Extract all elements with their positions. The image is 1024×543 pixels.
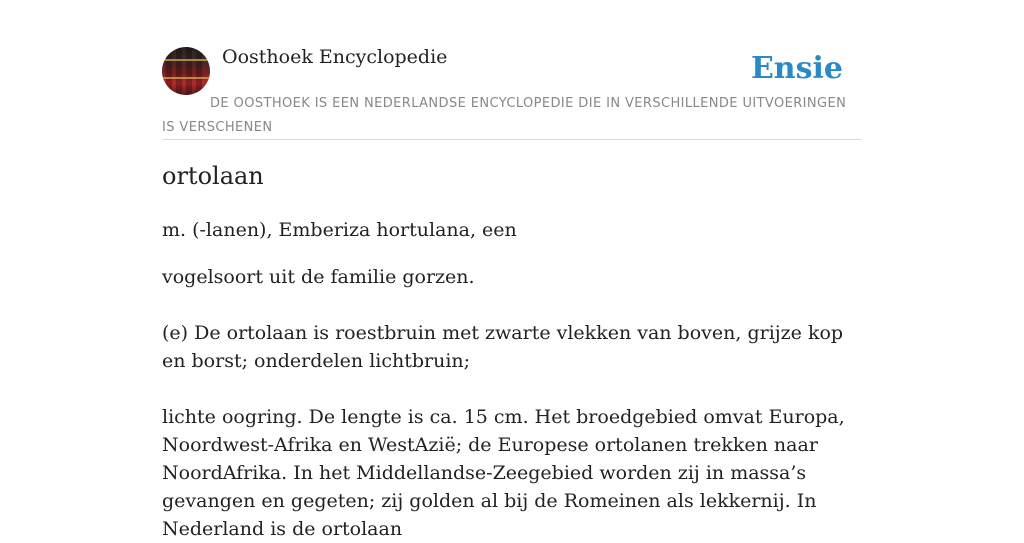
entry-paragraph: vogelsoort uit de familie gorzen. — [162, 266, 475, 288]
site-header-container — [162, 46, 862, 140]
entry-title: ortolaan — [162, 162, 264, 190]
encyclopedia-books-icon[interactable] — [162, 47, 210, 95]
site-tagline: DE OOSTHOEK IS EEN NEDERLANDSE ENCYCLOPEDIE DIE IN VERSCHILLENDE UITVOERINGEN IS VERSCHENEN — [162, 96, 847, 135]
entry-paragraph: (e) De ortolaan is roestbruin met zwarte vlekken van boven, grijze kop en borst; onderdelen lichtbruin; — [162, 322, 844, 372]
site-header — [162, 46, 862, 140]
site-title-link[interactable]: Oosthoek Encyclopedie — [222, 46, 448, 68]
entry-paragraph: m. (-lanen), Emberiza hortulana, een — [162, 219, 517, 241]
brand-logo-link[interactable]: Ensie — [750, 51, 843, 86]
entry-paragraph: lichte oogring. De lengte is ca. 15 cm. Het broedgebied omvat Europa, Noordwest-Afrika en WestAzië; de Europese ortolanen trekken naar NoordAfrika. In het Middellandse-Zeegebied worden zij in massa’s gevangen en gegeten; zij golden al bij de Romeinen als lekkernij. In Nederland is de ortolaan — [162, 406, 845, 540]
